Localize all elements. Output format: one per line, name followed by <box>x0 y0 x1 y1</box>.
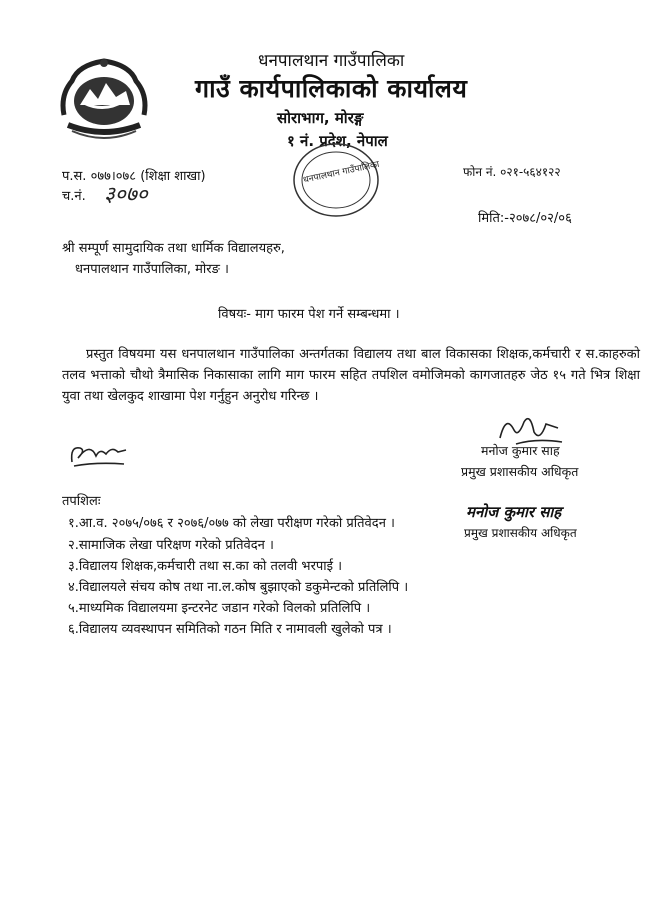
recipient-line-1: श्री सम्पूर्ण सामुदायिक तथा धार्मिक विद्यालयहरु, <box>62 241 285 256</box>
details-item: ३.विद्यालय शिक्षक,कर्मचारी तथा स.का को तलवी भरपाई । <box>68 559 343 574</box>
details-item: ५.माध्यमिक विद्यालयमा इन्टरनेट जडान गरेको विलको प्रतिलिपि । <box>68 601 371 616</box>
phone-number: फोन नं. ०२१-५६४१२२ <box>463 165 561 179</box>
letter-subject: विषयः- माग फारम पेश गर्ने सम्बन्धमा । <box>218 307 400 322</box>
name-stamp: मनोज कुमार साह <box>466 503 562 521</box>
recipient-line-2: धनपालथान गाउँपालिका, मोरङ । <box>75 262 229 277</box>
details-heading: तपशिलः <box>62 494 101 509</box>
details-item: ४.विद्यालयले संचय कोष तथा ना.ल.कोष बुझाएको डकुमेन्टको प्रतिलिपि । <box>68 580 409 595</box>
round-stamp-text: धनपालथान गाउँपालिका <box>302 159 381 186</box>
round-office-stamp <box>290 140 382 220</box>
nepal-emblem-logo <box>58 55 150 141</box>
signatory-name: मनोज कुमार साह <box>481 443 560 458</box>
municipality-name: धनपालथान गाउँपालिका <box>258 51 405 71</box>
letter-body: प्रस्तुत विषयमा यस धनपालथान गाउँपालिका अन्तर्गतका विद्यालय तथा बाल विकासका शिक्षक,कर्मचारी र स.काहरुको तलव भत्ताको चौथो त्रैमासिक निकासाका लागि माग फारम सहित तपशिल वमोजिमको कागजातहरु जेठ १५ गते भित्र शिक्षा युवा तथा खेलकुद शाखामा पेश गर्नुहुन अनुरोध गरिन्छ । <box>62 347 640 404</box>
details-item: १.आ.व. २०७५/०७६ र २०७६/०७७ को लेखा परीक्षण गरेको प्रतिवेदन । <box>68 516 395 531</box>
office-title: गाउँ कार्यपालिकाको कार्यालय <box>195 74 468 103</box>
details-item: २.सामाजिक लेखा परिक्षण गरेको प्रतिवेदन । <box>68 538 274 553</box>
letter-date: मिति:-२०७८/०२/०६ <box>478 211 572 226</box>
name-stamp-post: प्रमुख प्रशासकीय अधिकृत <box>464 526 577 540</box>
details-item: ६.विद्यालय व्यवस्थापन समितिको गठन मिति र नामावली खुलेको पत्र । <box>68 622 392 637</box>
initials-signature <box>66 436 130 470</box>
signatory-post: प्रमुख प्रशासकीय अधिकृत <box>461 464 579 479</box>
reference-number: प.स. ०७७।०७८ (शिक्षा शाखा) <box>62 169 206 184</box>
office-province: १ नं. प्रदेश, नेपाल <box>287 132 388 150</box>
chalani-number: ३०७० <box>104 182 148 206</box>
chalani-label: च.नं. <box>62 189 86 204</box>
office-location: सोराभाग, मोरङ्ग <box>277 109 364 127</box>
